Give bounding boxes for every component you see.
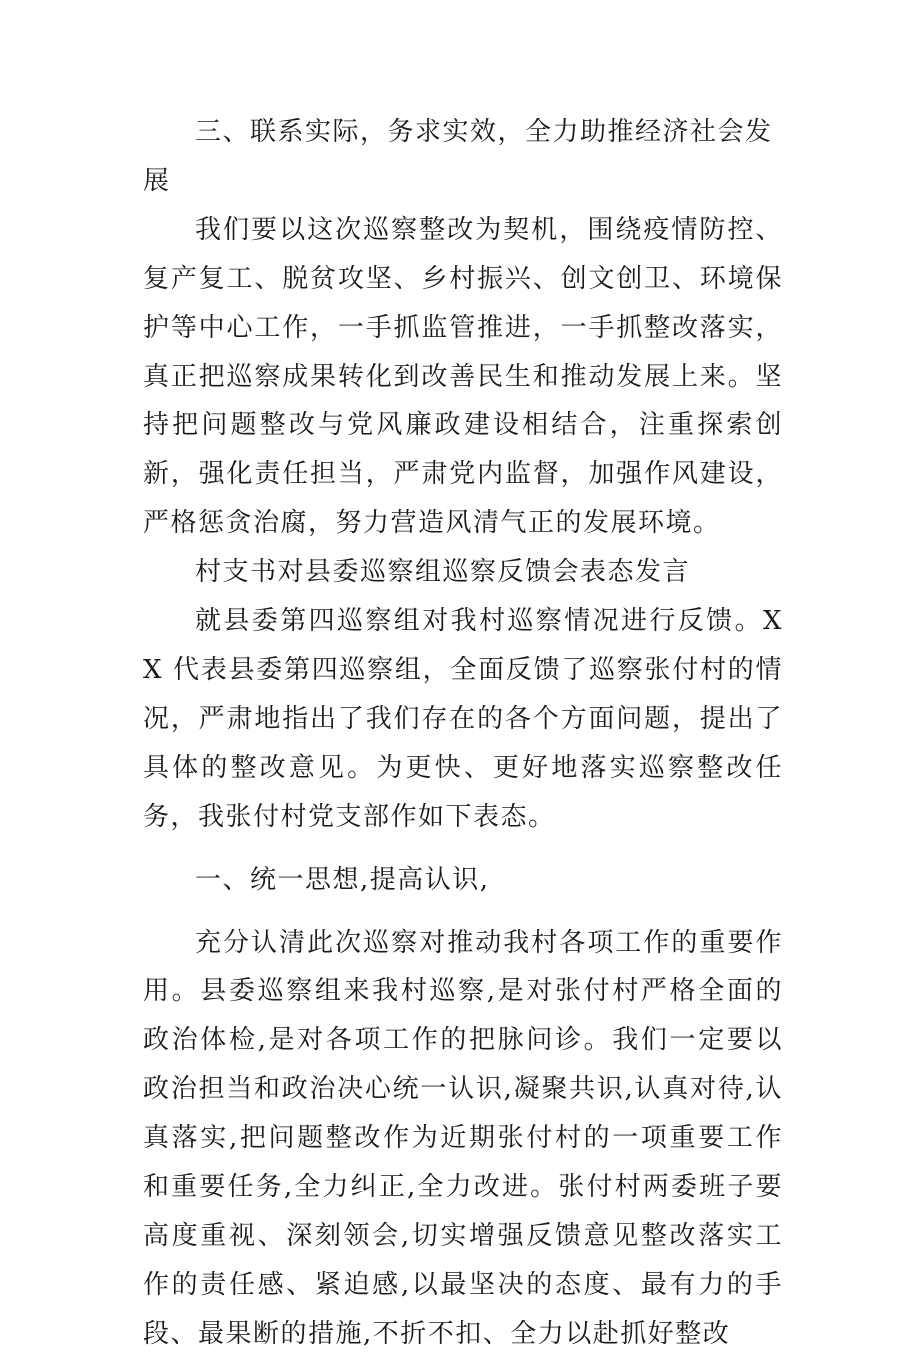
section-heading-one: 一、统一思想,提高认识, [195, 864, 490, 895]
paragraph-feedback-intro: 就县委第四巡察组对我村巡察情况进行反馈。XX 代表县委第四巡察组，全面反馈了巡察张付村的情况，严肃地指出了我们存在的各个方面问题，提出了具体的整改意见。为更快、更好地落实巡察整改任务，我张付村党支部作如下表态。 [143, 606, 783, 832]
section-heading-three: 三、联系实际，务求实效，全力助推经济社会发展 [143, 117, 773, 196]
paragraph-rectification-goals: 我们要以这次巡察整改为契机，围绕疫情防控、复产复工、脱贫攻坚、乡村振兴、创文创卫、环境保护等中心工作，一手抓监管推进，一手抓整改落实，真正把巡察成果转化到改善民生和推动发展上来。坚持把问题整改与党风廉政建设相结合，注重探索创新，强化责任担当，严肃党内监督，加强作风建设，严格惩贪治腐，努力营造风清气正的发展环境。 [143, 214, 783, 539]
document-body [143, 108, 783, 1359]
speech-title: 村支书对县委巡察组巡察反馈会表态发言 [195, 557, 691, 588]
paragraph-unify-thinking: 充分认清此次巡察对推动我村各项工作的重要作用。县委巡察组来我村巡察,是对张付村严格全面的政治体检,是对各项工作的把脉问诊。我们一定要以政治担当和政治决心统一认识,凝聚共识,认真对待,认真落实,把问题整改作为近期张付村的一项重要工作和重要任务,全力纠正,全力改进。张付村两委班子要高度重视、深刻领会,切实增强反馈意见整改落实工作的责任感、紧迫感,以最坚决的态度、最有力的手段、最果断的措施,不折不扣、全力以赴抓好整改 [143, 927, 783, 1349]
